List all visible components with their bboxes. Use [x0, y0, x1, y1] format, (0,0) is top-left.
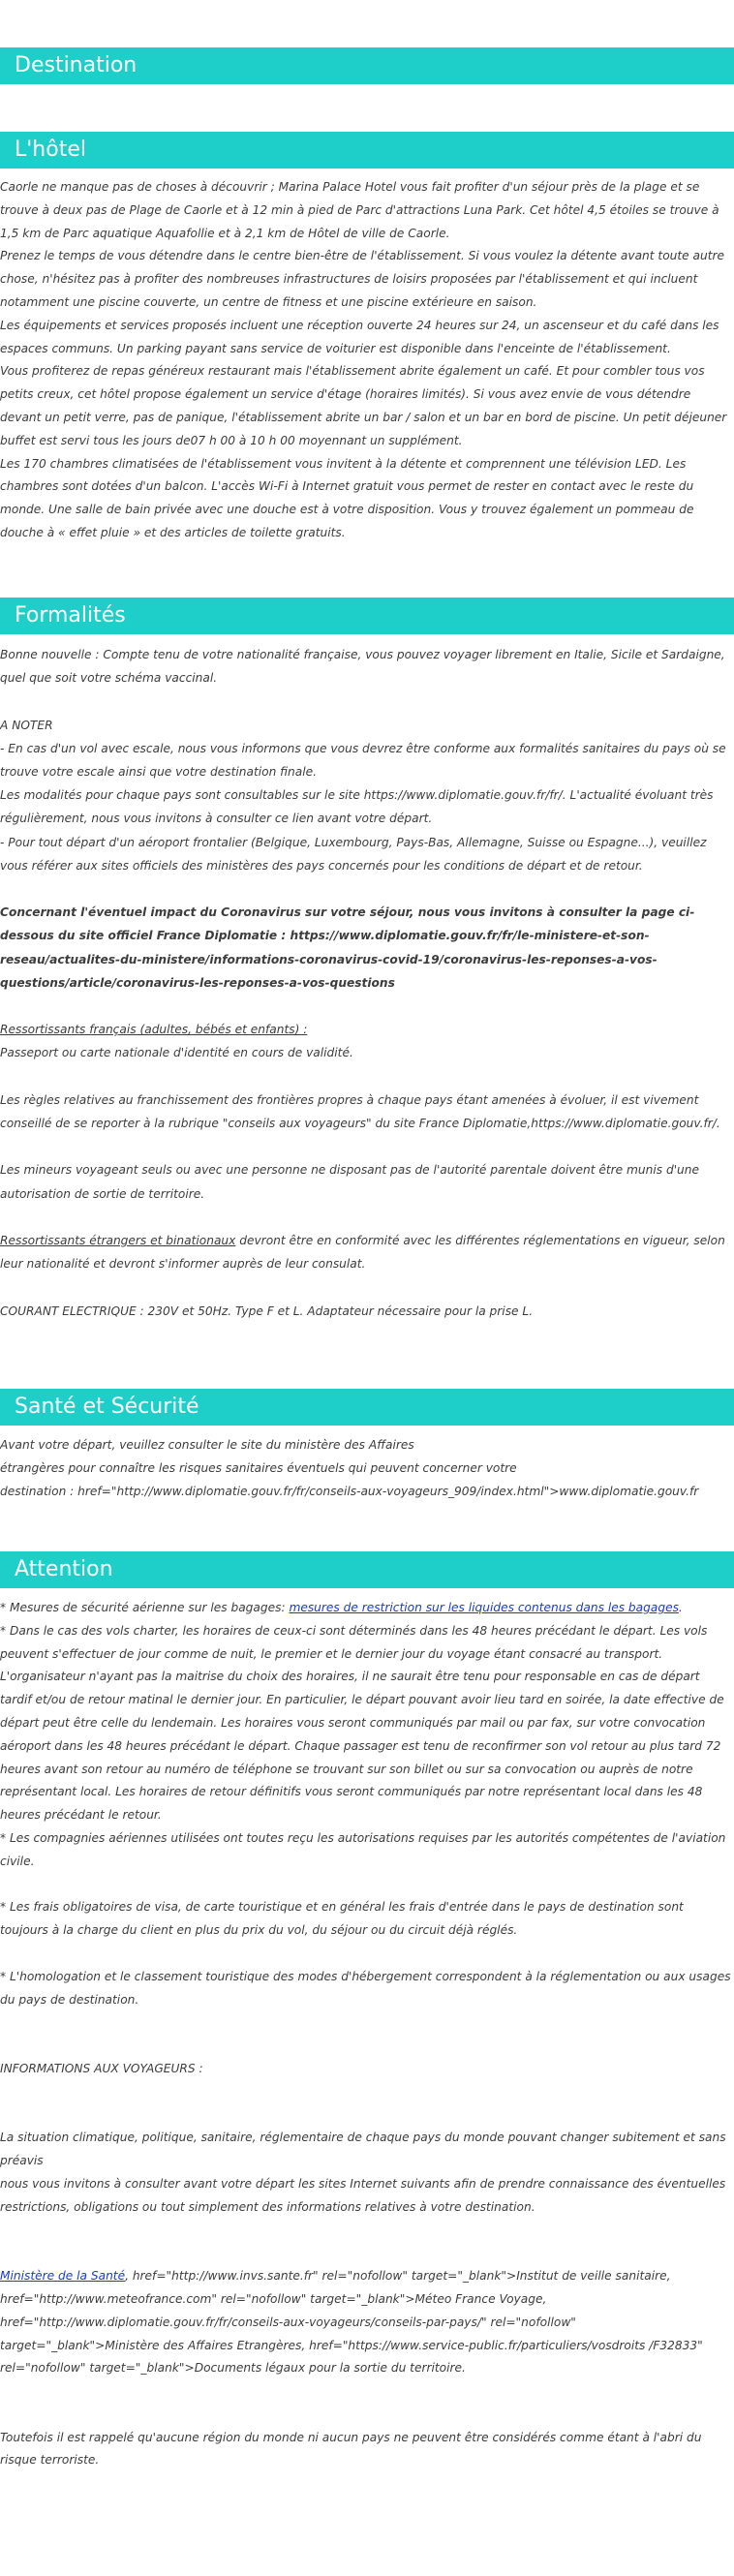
formalites-content	[0, 643, 734, 1323]
formalites-intro: Bonne nouvelle : Compte tenu de votre nationalité française, vous pouvez voyager librement en Italie, Sicile et Sardaigne, quel que soit votre schéma vaccinal.	[0, 648, 725, 686]
destination-section-header	[0, 47, 734, 84]
note-modalites: Les modalités pour chaque pays sont consultables sur le site https://www.diplomatie.gouv.fr/fr/. L'actualité évoluant très régulièrement, nous vous invitons à consulter ce lien avant votre départ.	[0, 788, 714, 826]
a-noter-heading: A NOTER	[0, 718, 53, 732]
situation-text: La situation climatique, politique, sanitaire, réglementaire de chaque pays du monde pouvant changer subitement et sans préavis	[0, 2131, 726, 2168]
frontieres-text: Les règles relatives au franchissement des frontières propres à chaque pays étant amenées à évoluer, il est vivement conseillé de se reporter à la rubrique "conseils aux voyageurs" du site France Diplomatie,https://www.diplomatie.gouv.fr/.	[0, 1092, 720, 1131]
ressortissants-text: Passeport ou carte nationale d'identité en cours de validité.	[0, 1046, 353, 1060]
infos-voyageurs-heading: INFORMATIONS AUX VOYAGEURS :	[0, 2061, 203, 2075]
attention-section-header	[0, 1551, 734, 1588]
formalites-title: Formalités	[15, 603, 126, 628]
sante-line: Avant votre départ, veuillez consulter le site du ministère des Affaires	[0, 1438, 414, 1452]
etrangers-link[interactable]: Ressortissants étrangers et binationaux	[0, 1234, 236, 1248]
hotel-section-header	[0, 132, 734, 169]
hotel-paragraph: Caorle ne manque pas de choses à découvrir ; Marina Palace Hotel vous fait profiter d'un séjour près de la plage et se trouve à deux pas de Plage de Caorle et à 12 min à pied de Parc d'attractions Luna Park. Cet hôtel 4,5 étoiles se trouve à 1,5 km de Parc aquatique Aquafollie et à 2,1 km de Hôtel de ville de Caorle.	[0, 180, 719, 240]
ministere-sante-link[interactable]: Ministère de la Santé	[0, 2269, 126, 2284]
sante-line: étrangères pour connaître les risques sanitaires éventuels qui peuvent concerner votre	[0, 1460, 517, 1475]
frais-text: * Les frais obligatoires de visa, de carte touristique et en général les frais d'entrée dans le pays de destination sont toujours à la charge du client en plus du prix du vol, du séjour ou du circuit déjà réglés.	[0, 1900, 684, 1938]
destination-title: Destination	[15, 53, 138, 77]
bagages-text	[0, 1597, 734, 1620]
covid-notice: Concernant l'éventuel impact du Coronavirus sur votre séjour, nous vous invitons à consulter la page ci-dessous du site officiel France Diplomatie : https://www.diplomatie.gouv.fr/fr/le-ministere-et-son-reseau/actualites-du-ministere/informations-coronavirus-covid-19/coronavirus-les-reponses-a-vos-questions/article/coronavirus-les-reponses-a-vos-questions	[0, 905, 695, 990]
attention-title: Attention	[15, 1557, 113, 1581]
sante-title: Santé et Sécurité	[15, 1395, 199, 1419]
etrangers-rest: devront être en conformité avec les différentes réglementations en vigueur, selon leur nationalité et devront s'informer auprès de leur consulat.	[0, 1234, 725, 1272]
sante-section-header	[0, 1389, 734, 1426]
hotel-paragraph: Les 170 chambres climatisées de l'établissement vous invitent à la détente et comprennent une télévision LED. Les chambres sont dotées d'un balcon. L'accès Wi-Fi à Internet gratuit vous permet de rester en contact avec le reste du monde. Une salle de bain privée avec une douche est à votre disposition. Vous y trouvez également un pommeau de douche à « effet pluie » et des articles de toilette gratuits.	[0, 456, 694, 539]
ressortissants-heading: Ressortissants français (adultes, bébés et enfants) :	[0, 1023, 308, 1037]
courant-electrique: COURANT ELECTRIQUE : 230V et 50Hz. Type F et L. Adaptateur nécessaire pour la prise L.	[0, 1303, 534, 1318]
hotel-description	[0, 176, 734, 545]
bagages-prefix: * Mesures de sécurité aérienne sur les bagages:	[0, 1601, 290, 1614]
mineurs-text: Les mineurs voyageant seuls ou avec une personne ne disposant pas de l'autorité parentale doivent être munis d'une autorisation de sortie de territoire.	[0, 1163, 700, 1201]
attention-content	[0, 1597, 734, 2472]
hotel-title: L'hôtel	[15, 138, 86, 162]
note-escale: - En cas d'un vol avec escale, nous vous informons que vous devrez être conforme aux formalités sanitaires du pays où se trouve votre escale ainsi que votre destination finale.	[0, 741, 726, 780]
terrorisme-text: Toutefois il est rappelé qu'aucune région du monde ni aucun pays ne peuvent être considérés comme étant à l'abri du risque terroriste.	[0, 2430, 702, 2468]
compagnies-text: * Les compagnies aériennes utilisées ont toutes reçu les autorisations requises par les autorités compétentes de l'aviation civile.	[0, 1830, 726, 1868]
hotel-paragraph: Les équipements et services proposés incluent une réception ouverte 24 heures sur 24, un ascenseur et du café dans les espaces communs. Un parking payant sans service de voiturier est disponible dans l'enceinte de l'établissement.	[0, 318, 719, 355]
etrangers-text	[0, 1229, 734, 1275]
useful-links-rest: , href="http://www.invs.sante.fr" rel="nofollow" target="_blank">Institut de veille sanitaire, href="http://www.meteofrance.com" rel="nofollow" target="_blank">Méteo France Voyage, href="http://www.diplomatie.gouv.fr/fr/conseils-aux-voyageurs/conseils-par-pays/" rel="nofollow" target="_blank">Ministère des Affaires Etrangères, href="https://www.service-public.fr/particuliers/vosdroits /F32833" rel="nofollow" target="_blank">Documents légaux pour la sortie du territoire.	[0, 2269, 703, 2376]
useful-links	[0, 2265, 734, 2380]
note-aeroport-frontalier: - Pour tout départ d'un aéroport frontalier (Belgique, Luxembourg, Pays-Bas, Allemagne, Suisse ou Espagne...), veuillez vous référer aux sites officiels des ministères des pays concernés pour les conditions de départ et de retour.	[0, 835, 707, 873]
bagages-suffix: .	[678, 1601, 683, 1614]
charter-text: * Dans le cas des vols charter, les horaires de ceux-ci sont déterminés dans les 48 heures précédant le départ. Les vols peuvent s'effectuer de jour comme de nuit, le premier et le dernier jour du voyage étant consacré au transport. L'organisateur n'ayant pas la maitrise du choix des horaires, il ne saurait être tenu pour responsable en cas de départ tardif et/ou de retour matinal le dernier jour. En particulier, le départ pouvant avoir lieu tard en soirée, la date effective de départ peut être celle du lendemain. Les horaires vous seront communiqués par mail ou par fax, sur votre convocation aéroport dans les 48 heures précédant le départ. Chaque passager est tenu de reconfirmer son vol retour au plus tard 72 heures avant son retour au numéro de téléphone se trouvant sur son billet ou sur sa convocation ou auprès de notre représentant local. Les horaires de retour définitifs vous seront communiqués par notre représentant local dans les 48 heures précédant le retour.	[0, 1623, 724, 1823]
hotel-paragraph: Vous profiterez de repas généreux restaurant mais l'établissement abrite également un café. Et pour combler tous vos petits creux, cet hôtel propose également un service d'étage (horaires limités). Si vous avez envie de vous détendre devant un petit verre, pas de panique, l'établissement abrite un bar / salon et un bar en bord de piscine. Un petit déjeuner buffet est servi tous les jours de07 h 00 à 10 h 00 moyennant un supplément.	[0, 364, 727, 447]
formalites-section-header	[0, 598, 734, 634]
sante-line: destination : href="http://www.diplomatie.gouv.fr/fr/conseils-aux-voyageurs_909/index.html">www.diplomatie.gouv.fr	[0, 1484, 699, 1498]
homologation-text: * L'homologation et le classement touristique des modes d'hébergement correspondent à la réglementation ou aux usages du pays de destination.	[0, 1969, 731, 2007]
hotel-paragraph: Prenez le temps de vous détendre dans le centre bien-être de l'établissement. Si vous voulez la détente avant toute autre chose, n'hésitez pas à profiter des nombreuses infrastructures de loisirs proposées par l'établissement et qui incluent notamment une piscine couverte, un centre de fitness et une piscine extérieure en saison.	[0, 249, 725, 309]
invitation-text: nous vous invitons à consulter avant votre départ les sites Internet suivants afin de prendre connaissance des éventuelles restrictions, obligations ou tout simplement des informations relatives à votre destination.	[0, 2176, 726, 2214]
liquides-restriction-link[interactable]: mesures de restriction sur les liquides contenus dans les bagages	[289, 1601, 679, 1614]
sante-content	[0, 1434, 734, 1503]
